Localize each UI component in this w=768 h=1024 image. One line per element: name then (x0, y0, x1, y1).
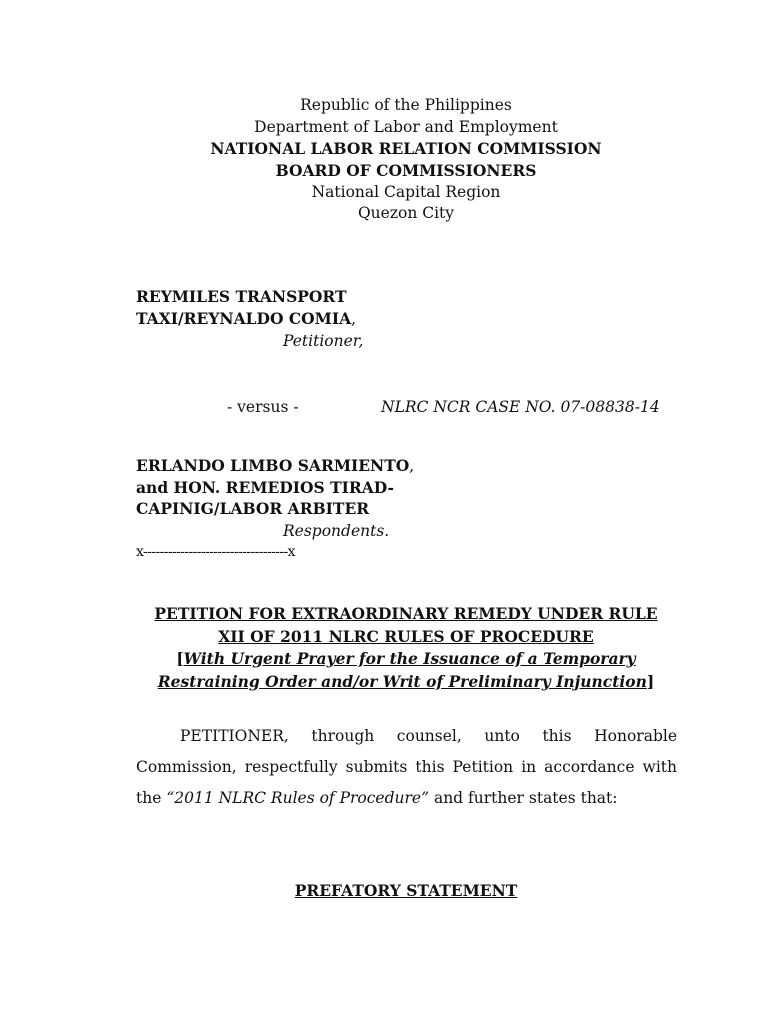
title-injunction-text: Restraining Order and/or Writ of Preliminary Injunction (157, 672, 647, 691)
title-close-bracket: ] (646, 672, 655, 691)
respondent-name-line3: CAPINIG/LABOR ARBITER (136, 499, 370, 518)
caption-separator: x-----------------------------------x (136, 544, 295, 560)
title-line2: XII OF 2011 NLRC RULES OF PROCEDURE (218, 627, 594, 646)
title-line1: PETITION FOR EXTRAORDINARY REMEDY UNDER RULE (154, 604, 658, 623)
versus-label: - versus - (227, 398, 299, 416)
paragraph-quote: “2011 NLRC Rules of Procedure” (166, 789, 430, 807)
header-city: Quezon City (357, 204, 455, 222)
respondent-name-line2: and HON. REMEDIOS TIRAD- (136, 478, 394, 497)
body-paragraph (136, 721, 677, 814)
respondent-role: Respondents. (283, 522, 390, 540)
title-open-bracket: [ (176, 649, 184, 668)
header-commission: NATIONAL LABOR RELATION COMMISSION (210, 139, 602, 158)
paragraph-text-end: and further states that: (429, 789, 618, 807)
petitioner-role: Petitioner, (283, 332, 364, 350)
respondent-name-line1 (136, 455, 414, 477)
title-line3 (0, 648, 768, 670)
petitioner-name-line1: REYMILES TRANSPORT (136, 287, 347, 306)
header-region: National Capital Region (311, 183, 501, 201)
header-department: Department of Labor and Employment (254, 118, 558, 136)
header-board: BOARD OF COMMISSIONERS (275, 161, 537, 180)
title-line4 (0, 671, 768, 693)
paragraph-text-start: PETITIONER, through counsel, unto this Honorable Commission, respectfully submits this Petition in accordance with the (136, 727, 677, 807)
respondent-comma: , (409, 457, 415, 475)
section-heading: PREFATORY STATEMENT (294, 881, 518, 900)
header-republic: Republic of the Philippines (300, 96, 512, 114)
petitioner-name-text: TAXI/REYNALDO COMIA (136, 309, 352, 328)
petitioner-name-line2 (136, 308, 356, 330)
petitioner-comma: , (351, 310, 357, 328)
case-number: NLRC NCR CASE NO. 07-08838-14 (381, 398, 660, 416)
respondent-name-text: ERLANDO LIMBO SARMIENTO (136, 456, 410, 475)
title-prayer-text: With Urgent Prayer for the Issuance of a Temporary (183, 649, 636, 668)
